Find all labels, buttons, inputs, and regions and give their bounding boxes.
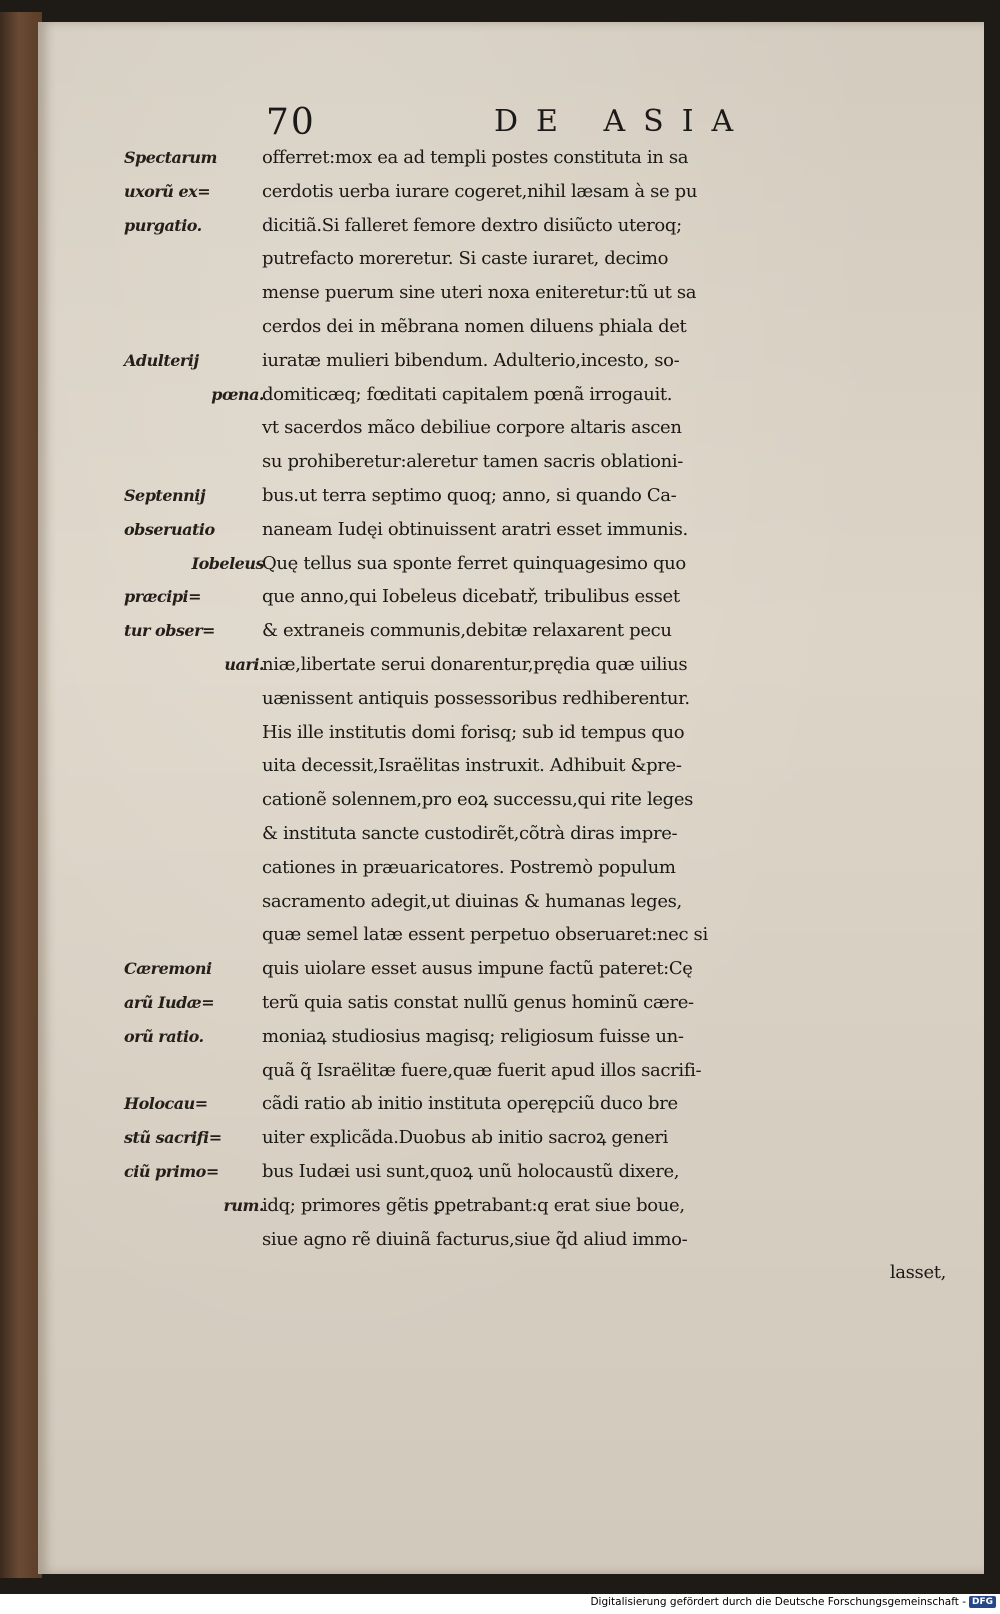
marginal-note-line: Spectarum xyxy=(124,148,217,167)
text-line: cationes in præuaricatores. Postremò populum xyxy=(262,856,676,878)
text-line: Quę tellus sua sponte ferret quinquagesimo quo xyxy=(262,552,686,574)
marginal-note-line: pœna. xyxy=(211,384,264,404)
dfg-logo: DFG xyxy=(969,1596,996,1608)
text-line: His ille institutis domi forisq; sub id tempus quo xyxy=(262,721,685,743)
marginal-note-line: ciũ primo= xyxy=(124,1161,219,1181)
text-line: sacramento adegit,ut diuinas & humanas leges, xyxy=(262,890,682,912)
marginal-note-line: tur obser= xyxy=(124,621,215,641)
text-line: quæ semel latæ essent perpetuo obseruaret:nec si xyxy=(262,924,708,946)
marginal-note-line: Iobeleus xyxy=(191,553,264,573)
marginal-note-line xyxy=(124,851,264,885)
text-line: uita decessit,Israëlitas instruxit. Adhibuit &pre- xyxy=(262,755,682,777)
marginal-note-line xyxy=(124,1223,264,1257)
marginal-note-line: orũ ratio. xyxy=(124,1026,204,1046)
marginal-note-line xyxy=(124,716,264,750)
marginal-notes xyxy=(124,141,264,1290)
marginal-note-line: uxorũ ex= xyxy=(124,181,211,201)
text-line: bus Iudæi usi sunt,quoꝝ unũ holocaustũ dixere, xyxy=(262,1160,680,1182)
marginal-note-line: Cæremoni xyxy=(124,959,212,979)
text-line: iuratæ mulieri bibendum. Adulterio,incesto, so- xyxy=(262,349,680,371)
marginal-note-line xyxy=(124,276,264,310)
text-line: vt sacerdos mãco debiliue corpore altaris ascen xyxy=(262,417,682,439)
text-line: su prohiberetur:aleretur tamen sacris oblationi- xyxy=(262,451,684,473)
text-line: quis uiolare esset ausus impune factũ pateret:Cę xyxy=(262,958,693,980)
text-line: mense puerum sine uteri noxa eniteretur:tũ ut sa xyxy=(262,282,697,304)
marginal-note-line xyxy=(124,918,264,952)
marginal-note-line xyxy=(124,310,264,344)
marginal-note-line xyxy=(124,411,264,445)
marginal-note-line xyxy=(124,885,264,919)
marginal-note-line xyxy=(124,783,264,817)
marginal-note-line: Holocau= xyxy=(124,1094,208,1114)
text-line: cerdos dei in mẽbrana nomen diluens phiala det xyxy=(262,315,687,337)
text-line: cerdotis uerba iurare cogeret,nihil læsam à se pu xyxy=(262,180,698,202)
text-line: idq; primores gẽtis ꝑpetrabant:q erat siue boue, xyxy=(262,1194,685,1216)
marginal-note-line: uari. xyxy=(224,654,264,674)
marginal-note-line: stũ sacrifi= xyxy=(124,1128,222,1148)
main-text-block xyxy=(262,141,962,1290)
marginal-note-line xyxy=(124,1054,264,1088)
text-line: uiter explicãda.Duobus ab initio sacroꝝ generi xyxy=(262,1127,669,1149)
marginal-note-line xyxy=(124,749,264,783)
text-line: terũ quia satis constat nullũ genus hominũ cære- xyxy=(262,991,694,1013)
text-line: que anno,qui Iobeleus dicebatř, tribulibus esset xyxy=(262,586,680,608)
marginal-note-line: rum. xyxy=(223,1195,264,1215)
marginal-note-line: Adulterij xyxy=(124,350,199,370)
text-line: lasset, xyxy=(889,1262,946,1284)
text-line: domiticæq; fœditati capitalem pœnã irrogauit. xyxy=(262,383,673,405)
text-line: cãdi ratio ab initio instituta operępciũ duco bre xyxy=(262,1093,678,1115)
text-line: & instituta sancte custodirẽt,cõtrà diras impre- xyxy=(262,822,678,844)
text-line: naneam Iudęi obtinuissent aratri esset immunis. xyxy=(262,518,688,540)
text-line: quã q̃ Israëlitæ fuere,quæ fuerit apud illos sacrifi- xyxy=(262,1059,702,1081)
marginal-note-line xyxy=(124,445,264,479)
marginal-note-line: obseruatio xyxy=(124,519,215,539)
page-number: 70 xyxy=(266,102,316,143)
marginal-note-line xyxy=(124,242,264,276)
text-line: putrefacto moreretur. Si caste iuraret, decimo xyxy=(262,248,669,270)
text-line: cationẽ solennem,pro eoꝝ successu,qui rite leges xyxy=(262,789,694,811)
running-title: DE ASIA xyxy=(494,104,752,139)
text-line: bus.ut terra septimo quoq; anno, si quando Ca- xyxy=(262,484,677,506)
text-line: siue agno rẽ diuinã facturus,siue q̃d aliud immo- xyxy=(262,1228,688,1250)
text-line: uænissent antiquis possessoribus redhiberentur. xyxy=(262,687,690,709)
marginal-note-line: Septennij xyxy=(124,485,206,505)
text-line: dicitiã.Si falleret femore dextro disiũcto uteroq; xyxy=(262,214,682,236)
text-line: moniaꝝ studiosius magisq; religiosum fuisse un- xyxy=(262,1025,684,1047)
text-line: offerret:mox ea ad templi postes constituta in sa xyxy=(262,147,689,168)
footer-credit: Digitalisierung gefördert durch die Deutsche Forschungsgemeinschaft - xyxy=(590,1596,966,1608)
text-line: niæ,libertate serui donarentur,prędia quæ uilius xyxy=(262,653,688,675)
marginal-note-line: arũ Iudæ= xyxy=(124,992,215,1012)
marginal-note-line: purgatio. xyxy=(124,215,202,235)
marginal-note-line xyxy=(124,1256,264,1290)
marginal-note-line xyxy=(124,817,264,851)
marginal-note-line xyxy=(124,682,264,716)
digitization-footer xyxy=(590,1596,996,1608)
marginal-note-line: præcipi= xyxy=(124,587,202,607)
book-binding-edge xyxy=(0,12,42,1578)
text-line: & extraneis communis,debitæ relaxarent pecu xyxy=(262,620,672,642)
